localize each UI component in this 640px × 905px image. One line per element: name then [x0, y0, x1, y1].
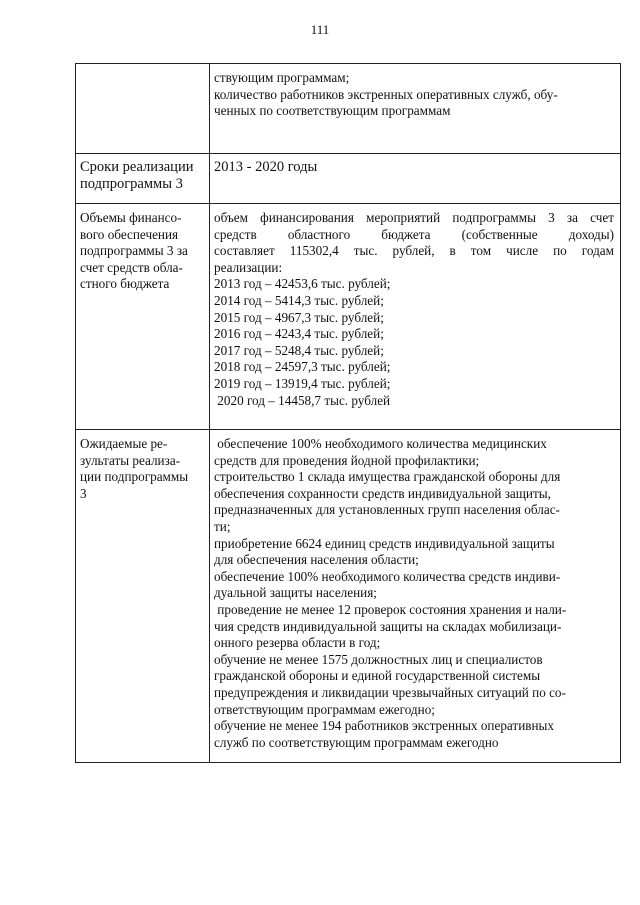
financing-year-line: 2016 год – 4243,4 тыс. рублей;	[214, 326, 384, 342]
table-row-financing	[76, 204, 621, 430]
results-line: обучение не менее 194 работников экстренных оперативных	[214, 718, 554, 734]
results-line: служб по соответствующим программам ежегодно	[214, 734, 499, 750]
term-label-line: подпрограммы 3	[80, 176, 183, 192]
results-line: приобретение 6624 единиц средств индивидуальной защиты	[214, 535, 555, 551]
financing-intro-line: составляет 115302,4 тыс. рублей, в том числе по годам	[214, 243, 614, 259]
results-line: ответствующим программам ежегодно;	[214, 701, 435, 717]
financing-label-line: счет средств обла-	[80, 259, 183, 275]
financing-year-line: 2019 год – 13919,4 тыс. рублей;	[214, 375, 391, 391]
results-line: обеспечение 100% необходимого количества средств индиви-	[214, 568, 561, 584]
results-line: обеспечение 100% необходимого количества медицинских	[214, 436, 547, 451]
financing-year-line: 2015 год – 4967,3 тыс. рублей;	[214, 309, 384, 325]
results-line: чия средств индивидуальной защиты на складах мобилизаци-	[214, 618, 562, 634]
results-label-line: 3	[80, 485, 87, 501]
results-value-cell	[210, 430, 621, 763]
results-line: средств для проведения йодной профилактики;	[214, 452, 480, 468]
financing-intro-line: реализации:	[214, 259, 283, 275]
results-line: гражданской обороны и единой государственной системы	[214, 668, 541, 684]
financing-value-cell	[210, 204, 621, 430]
results-line: ти;	[214, 518, 231, 534]
financing-label-line: подпрограммы 3 за	[80, 243, 188, 259]
term-label-line: Сроки реализации	[80, 159, 194, 175]
financing-year-line: 2020 год – 14458,7 тыс. рублей	[214, 392, 391, 408]
results-label-line: Ожидаемые ре-	[80, 436, 168, 451]
results-line: онного резерва области в год;	[214, 635, 381, 651]
results-line: строительство 1 склада имущества гражданской обороны для	[214, 469, 561, 485]
financing-year-line: 2017 год – 5248,4 тыс. рублей;	[214, 342, 384, 358]
results-line: дуальной защиты населения;	[214, 585, 377, 601]
financing-year-line: 2014 год – 5414,3 тыс. рублей;	[214, 292, 384, 308]
results-label-line: ции подпрограммы	[80, 469, 189, 485]
subprogram-passport-table	[75, 63, 621, 763]
table-row-results	[76, 430, 621, 763]
continuation-label-cell	[76, 64, 210, 154]
financing-label-cell	[76, 204, 210, 430]
continuation-line: ченных по соответствующим программам	[214, 103, 451, 119]
results-line: предназначенных для установленных групп населения облас-	[214, 502, 560, 518]
results-line: предупреждения и ликвидации чрезвычайных ситуаций по со-	[214, 684, 566, 700]
continuation-value-cell	[210, 64, 621, 154]
results-line: обучение не менее 1575 должностных лиц и специалистов	[214, 651, 543, 667]
financing-label-line: вого обеспечения	[80, 226, 179, 242]
financing-intro-line: средств областного бюджета (собственные доходы)	[214, 226, 614, 242]
results-label-line: зультаты реализа-	[80, 452, 181, 468]
term-label-cell	[76, 154, 210, 204]
continuation-line: количество работников экстренных оперативных служб, обу-	[214, 86, 558, 102]
continuation-line: ствующим программам;	[214, 70, 350, 85]
term-value-cell	[210, 154, 621, 204]
financing-label-line: Объемы финансо-	[80, 210, 182, 225]
table-row-term	[76, 154, 621, 204]
results-line: обеспечения сохранности средств индивидуальной защиты,	[214, 485, 551, 501]
results-line: проведение не менее 12 проверок состояния хранения и нали-	[214, 601, 567, 617]
financing-year-line: 2013 год – 42453,6 тыс. рублей;	[214, 276, 391, 292]
results-line: для обеспечения населения области;	[214, 552, 419, 568]
results-label-cell	[76, 430, 210, 763]
financing-year-line: 2018 год – 24597,3 тыс. рублей;	[214, 359, 391, 375]
term-value: 2013 - 2020 годы	[214, 159, 318, 175]
financing-intro-line: объем финансирования мероприятий подпрограммы 3 за счет	[214, 210, 614, 225]
page-number: 111	[310, 22, 330, 37]
financing-label-line: стного бюджета	[80, 276, 170, 292]
table-row-continuation	[76, 64, 621, 154]
